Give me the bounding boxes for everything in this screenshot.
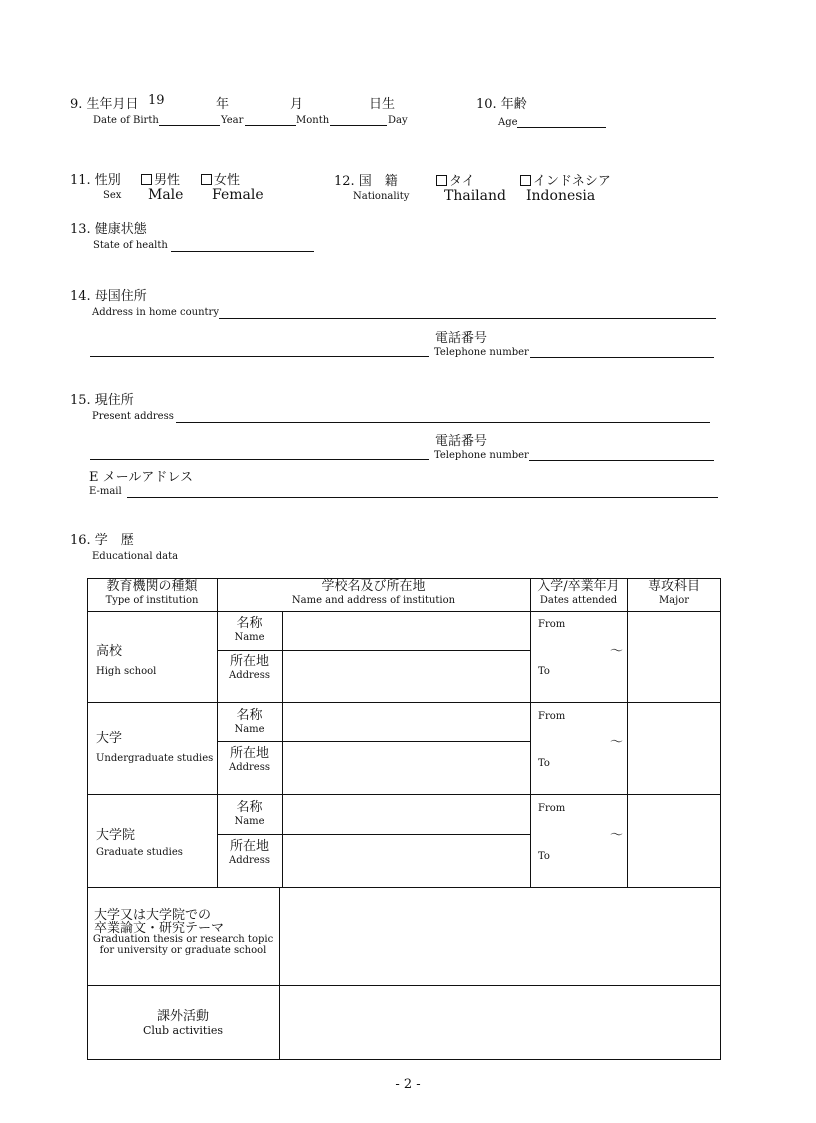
thai-en: Thailand — [444, 188, 506, 204]
email-label-en: E-mail — [89, 486, 122, 497]
dob-month-en: Month — [296, 115, 330, 126]
name-en: Name — [234, 815, 265, 827]
header-name — [217, 580, 530, 606]
to-label: To — [538, 666, 550, 677]
dob-era: 19 — [148, 93, 165, 108]
table-divider — [282, 611, 283, 887]
address-cell — [217, 655, 282, 681]
female-checkbox[interactable] — [201, 174, 212, 185]
home-address-field-2[interactable] — [90, 356, 429, 357]
indo-jp: インドネシア — [533, 174, 611, 189]
table-divider — [217, 650, 530, 651]
sex-male-option[interactable] — [141, 169, 180, 188]
to-label: To — [538, 758, 550, 769]
thesis-en-1: Graduation thesis or research topic — [92, 934, 274, 945]
dob-month-jp: 月 — [290, 97, 304, 112]
club-en: Club activities — [142, 1023, 224, 1037]
email-field[interactable] — [127, 497, 718, 498]
health-label: 13. 健康状態 — [70, 222, 147, 237]
name-cell — [217, 617, 282, 643]
header-major — [627, 580, 721, 606]
present-tel-label-en: Telephone number — [434, 450, 529, 461]
thai-checkbox[interactable] — [436, 175, 447, 186]
addr-en: Address — [229, 761, 270, 773]
row-undergrad-en: Undergraduate studies — [96, 753, 214, 764]
health-field[interactable] — [171, 251, 314, 252]
nationality-label-en: Nationality — [353, 191, 410, 202]
health-label-en: State of health — [93, 240, 168, 251]
club-label — [87, 1010, 279, 1038]
sex-female-option[interactable] — [201, 169, 240, 188]
to-label: To — [538, 851, 550, 862]
sex-label-en: Sex — [103, 190, 122, 201]
male-jp: 男性 — [154, 173, 181, 188]
row-graduate-jp: 大学院 — [96, 828, 136, 843]
thai-option[interactable] — [436, 170, 475, 189]
name-jp: 名称 — [236, 800, 263, 815]
addr-jp: 所在地 — [229, 839, 269, 854]
home-tel-field[interactable] — [530, 357, 714, 358]
name-jp: 名称 — [236, 708, 263, 723]
from-label: From — [538, 711, 566, 722]
header-name-en: Name and address of institution — [291, 594, 456, 606]
education-label-en: Educational data — [92, 551, 179, 562]
addr-jp: 所在地 — [229, 746, 269, 761]
education-label: 16. 学 歴 — [70, 533, 134, 548]
table-divider — [87, 794, 721, 795]
thesis-label — [87, 909, 279, 956]
home-tel-label: 電話番号 — [435, 331, 488, 346]
header-dates-jp: 入学/卒業年月 — [537, 579, 620, 594]
tilde: 〜 — [610, 644, 624, 659]
indonesia-option[interactable] — [520, 170, 611, 189]
male-en: Male — [148, 187, 184, 203]
table-divider — [87, 702, 721, 703]
age-label: 10. 年齢 — [476, 97, 527, 112]
home-tel-label-en: Telephone number — [434, 347, 529, 358]
female-en: Female — [212, 187, 264, 203]
name-cell — [217, 801, 282, 827]
page-number: - 2 - — [395, 1077, 421, 1092]
address-cell — [217, 747, 282, 773]
tilde: 〜 — [610, 828, 624, 843]
row-undergrad-jp: 大学 — [96, 731, 123, 746]
tilde: 〜 — [610, 735, 624, 750]
dob-day-jp: 日生 — [369, 97, 396, 112]
age-field[interactable] — [517, 127, 606, 128]
thesis-jp-2: 卒業論文・研究テーマ — [94, 921, 225, 936]
table-divider — [217, 834, 530, 835]
thai-jp: タイ — [449, 174, 475, 189]
present-address-label-en: Present address — [92, 411, 174, 422]
present-address-field[interactable] — [176, 422, 710, 423]
name-jp: 名称 — [236, 616, 263, 631]
thesis-field[interactable] — [280, 888, 720, 984]
home-address-field[interactable] — [219, 318, 716, 319]
email-label: E メールアドレス — [89, 470, 193, 485]
dob-day-field[interactable] — [330, 125, 387, 126]
row-highschool-en: High school — [96, 666, 157, 677]
dob-day-en: Day — [388, 115, 408, 126]
present-tel-label: 電話番号 — [435, 434, 488, 449]
name-en: Name — [234, 723, 265, 735]
present-address-field-2[interactable] — [90, 459, 429, 460]
indo-en: Indonesia — [526, 188, 596, 204]
dob-label-en: Date of Birth — [93, 115, 159, 126]
header-name-jp: 学校名及び所在地 — [321, 579, 426, 594]
from-label: From — [538, 619, 566, 630]
present-tel-field[interactable] — [529, 460, 714, 461]
indonesia-checkbox[interactable] — [520, 175, 531, 186]
club-field[interactable] — [280, 986, 720, 1059]
addr-en: Address — [229, 854, 270, 866]
header-major-jp: 専攻科目 — [647, 579, 700, 594]
row-highschool-jp: 高校 — [96, 644, 123, 659]
addr-jp: 所在地 — [229, 654, 269, 669]
header-dates — [530, 580, 627, 606]
from-label: From — [538, 803, 566, 814]
row-graduate-en: Graduate studies — [96, 847, 183, 858]
addr-en: Address — [229, 669, 270, 681]
header-dates-en: Dates attended — [539, 594, 618, 606]
dob-label: 9. 生年月日 — [70, 97, 139, 112]
table-divider — [627, 578, 628, 887]
dob-year-field[interactable] — [159, 125, 220, 126]
thesis-jp-1: 大学又は大学院での — [94, 908, 212, 923]
name-cell — [217, 709, 282, 735]
age-label-en: Age — [498, 117, 518, 128]
name-en: Name — [234, 631, 265, 643]
nationality-label: 12. 国 籍 — [334, 174, 398, 189]
present-address-label: 15. 現住所 — [70, 393, 134, 408]
table-divider — [530, 578, 531, 887]
dob-year-en: Year — [221, 115, 244, 126]
dob-month-field[interactable] — [245, 125, 296, 126]
club-jp: 課外活動 — [156, 1009, 209, 1024]
header-type-en: Type of institution — [105, 594, 199, 606]
home-address-label-en: Address in home country — [92, 307, 219, 318]
header-type — [87, 580, 217, 606]
table-divider — [217, 741, 530, 742]
thesis-en-2: for university or graduate school — [99, 944, 267, 956]
address-cell — [217, 840, 282, 866]
sex-label: 11. 性別 — [70, 173, 121, 188]
dob-year-jp: 年 — [216, 97, 230, 112]
header-type-jp: 教育機関の種類 — [106, 579, 198, 594]
header-major-en: Major — [658, 594, 690, 606]
table-divider — [87, 611, 721, 612]
home-address-label: 14. 母国住所 — [70, 289, 147, 304]
female-jp: 女性 — [214, 173, 241, 188]
male-checkbox[interactable] — [141, 174, 152, 185]
